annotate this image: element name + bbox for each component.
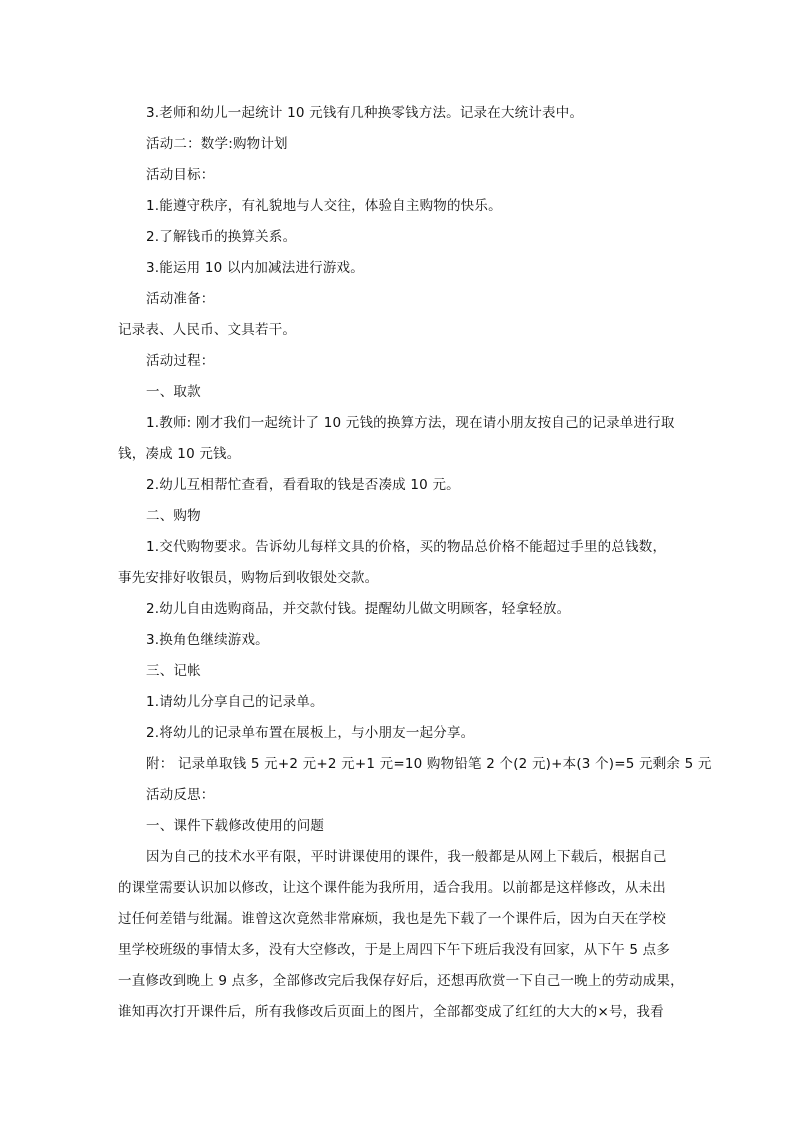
paragraph-line: 钱，凑成 10 元钱。 [118, 446, 241, 462]
list-item: 2.幼儿自由选购商品，并交款付钱。提醒幼儿做文明顾客，轻拿轻放。 [146, 601, 571, 617]
list-item: 3.能运用 10 以内加减法进行游戏。 [146, 260, 364, 276]
list-item: 1.交代购物要求。告诉幼儿每样文具的价格，买的物品总价格不能超过手里的总钱数， [146, 539, 667, 555]
step-heading: 一、课件下载修改使用的问题 [146, 818, 325, 834]
list-item: 2.了解钱币的换算关系。 [146, 229, 297, 245]
paragraph-line: 里学校班级的事情太多，没有大空修改，于是上周四下午下班后我没有回家，从下午 5 点多 [118, 942, 671, 958]
paragraph-line: 谁知再次打开课件后，所有我修改后页面上的图片，全部都变成了红红的大大的×号，我看 [118, 1004, 664, 1020]
list-item: 1.请幼儿分享自己的记录单。 [146, 694, 324, 710]
list-item: 1.教师: 刚才我们一起统计了 10 元钱的换算方法，现在请小朋友按自己的记录单进行取 [146, 415, 675, 431]
step-heading: 二、购物 [146, 508, 201, 524]
subsection-heading: 活动反思： [146, 787, 215, 803]
step-heading: 一、取款 [146, 384, 201, 400]
subsection-heading: 活动准备： [146, 291, 215, 307]
list-item: 2.将幼儿的记录单布置在展板上，与小朋友一起分享。 [146, 725, 475, 741]
list-item: 2.幼儿互相帮忙查看，看看取的钱是否凑成 10 元。 [146, 477, 460, 493]
appendix-line: 附： 记录单取钱 5 元+2 元+2 元+1 元=10 购物铅笔 2 个(2 元)+本(3 个)=5 元剩余 5 元 [146, 756, 712, 772]
list-item: 1.能遵守秩序，有礼貌地与人交往，体验自主购物的快乐。 [146, 198, 502, 214]
list-item: 3.老师和幼儿一起统计 10 元钱有几种换零钱方法。记录在大统计表中。 [146, 105, 584, 121]
paragraph-line: 过任何差错与纰漏。谁曾这次竟然非常麻烦，我也是先下载了一个课件后，因为白天在学校 [118, 911, 666, 927]
paragraph-line: 因为自己的技术水平有限，平时讲课使用的课件，我一般都是从网上下载后，根据自己 [146, 849, 667, 865]
list-item: 3.换角色继续游戏。 [146, 632, 269, 648]
subsection-heading: 活动过程： [146, 353, 215, 369]
step-heading: 三、记帐 [146, 663, 201, 679]
section-heading: 活动二：数学:购物计划 [146, 136, 288, 152]
paragraph-line: 记录表、人民币、文具若干。 [118, 322, 297, 338]
paragraph-line: 一直修改到晚上 9 点多，全部修改完后我保存好后，还想再欣赏一下自己一晚上的劳动成果， [118, 973, 684, 989]
document-body [118, 98, 712, 1028]
paragraph-line: 事先安排好收银员，购物后到收银处交款。 [118, 570, 379, 586]
subsection-heading: 活动目标： [146, 167, 215, 183]
paragraph-line: 的课堂需要认识加以修改，让这个课件能为我所用，适合我用。以前都是这样修改，从未出 [118, 880, 666, 896]
